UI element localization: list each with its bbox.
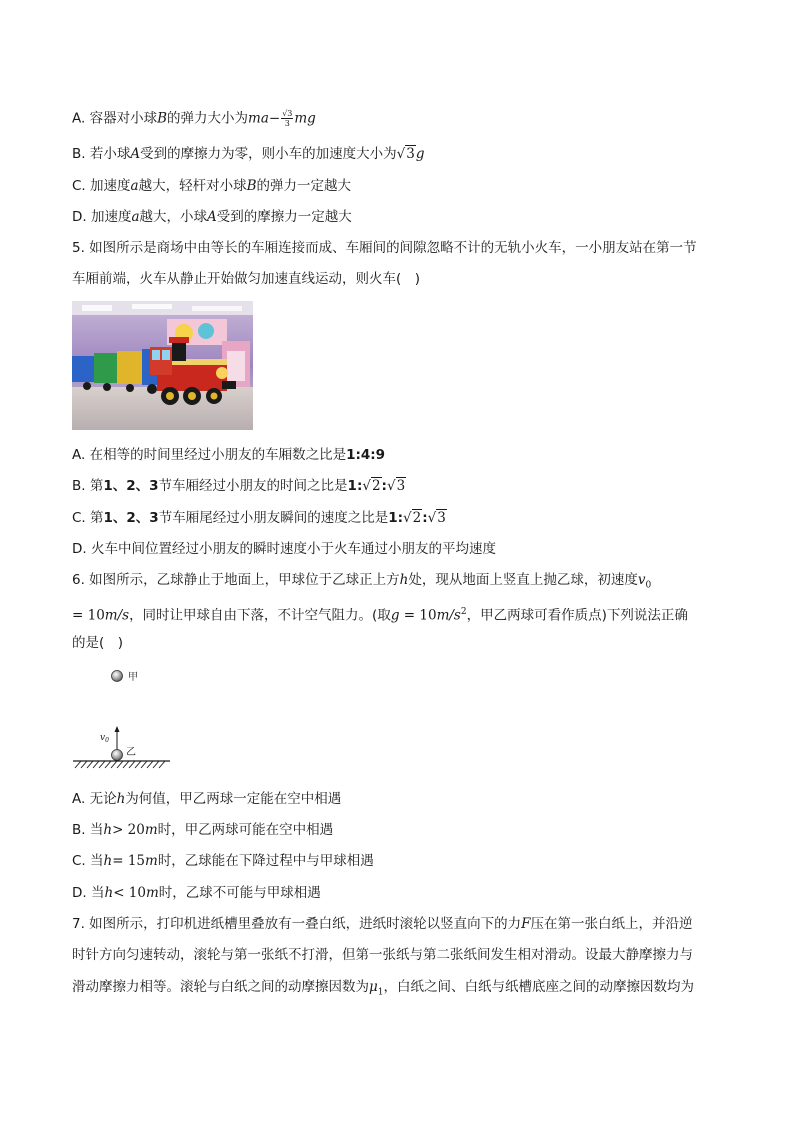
q6-option-a: A. 无论h为何值，甲乙两球一定能在空中相遇 [72, 791, 342, 807]
q6-option-c: C. 当h= 15m时，乙球能在下降过程中与甲球相遇 [72, 853, 374, 869]
q5-option-b: B. 第1、2、3节车厢经过小朋友的时间之比是1:√2:√3 [72, 478, 406, 494]
q6-option-b: B. 当h> 20m时，甲乙两球可能在空中相遇 [72, 822, 334, 838]
q7-stem-line2: 时针方向匀速转动，滚轮与第一张纸不打滑，但第一张纸与第二张纸间发生相对滑动。设最大静摩擦力与 [72, 947, 693, 963]
arrow-up-icon [115, 726, 120, 732]
ball-jia [112, 671, 123, 682]
label-yi: 乙 [126, 747, 136, 758]
q5-stem-line1: 5. 如图所示是商场中由等长的车厢连接而成、车厢间的间隙忽略不计的无轨小火车，一小朋友站在第一节 [72, 240, 697, 256]
svg-text:v0: $v_0$ [100, 733, 109, 744]
q4-option-a: A. 容器对小球B的弹力大小为ma− $\frac{√3}{3}$ mg [72, 109, 316, 128]
q6-stem-line1: 6. 如图所示，乙球静止于地面上，甲球位于乙球正上方h处，现从地面上竖直上抛乙球，初速度$v_0$ [72, 572, 652, 591]
ball-yi [112, 750, 123, 761]
label-jia: 甲 [128, 672, 138, 683]
q5-stem-line2: 车厢前端，火车从静止开始做匀加速直线运动，则火车( ) [72, 271, 421, 287]
ball-figure [70, 664, 190, 774]
q7-stem-line3: 滑动摩擦力相等。滚轮与白纸之间的动摩擦因数为$\mu_1$，白纸之间、白纸与纸槽底座之间的动摩擦因数均为 [72, 979, 695, 998]
q5-option-a: A. 在相等的时间里经过小朋友的车厢数之比是1:4:9 [72, 447, 386, 463]
q5-option-c: C. 第1、2、3节车厢尾经过小朋友瞬间的速度之比是1:√2:√3 [72, 510, 446, 526]
q4-option-c: C. 加速度a越大，轻杆对小球B的弹力一定越大 [72, 178, 351, 194]
q4-option-b: B. 若小球A受到的摩擦力为零，则小车的加速度大小为√3g [72, 146, 425, 162]
q6-stem-line2: = 10m/s，同时让甲球自由下落，不计空气阻力。(取$g = 10m/s^2$，甲乙两球可看作质点)下列说法正确 [72, 607, 688, 624]
fraction: $\frac{√3}{3}$ [282, 109, 293, 128]
q6-stem-line3: 的是( ) [72, 635, 124, 651]
q7-stem-line1: 7. 如图所示，打印机进纸槽里叠放有一叠白纸，进纸时滚轮以竖直向下的力F压在第一张白纸上，并沿逆 [72, 916, 693, 932]
train-photo [72, 301, 253, 430]
q6-option-d: D. 当h< 10m时，乙球不可能与甲球相遇 [72, 885, 321, 901]
q5-option-d: D. 火车中间位置经过小朋友的瞬时速度小于火车通过小朋友的平均速度 [72, 541, 496, 557]
q4-option-d: D. 加速度a越大，小球A受到的摩擦力一定越大 [72, 209, 352, 225]
